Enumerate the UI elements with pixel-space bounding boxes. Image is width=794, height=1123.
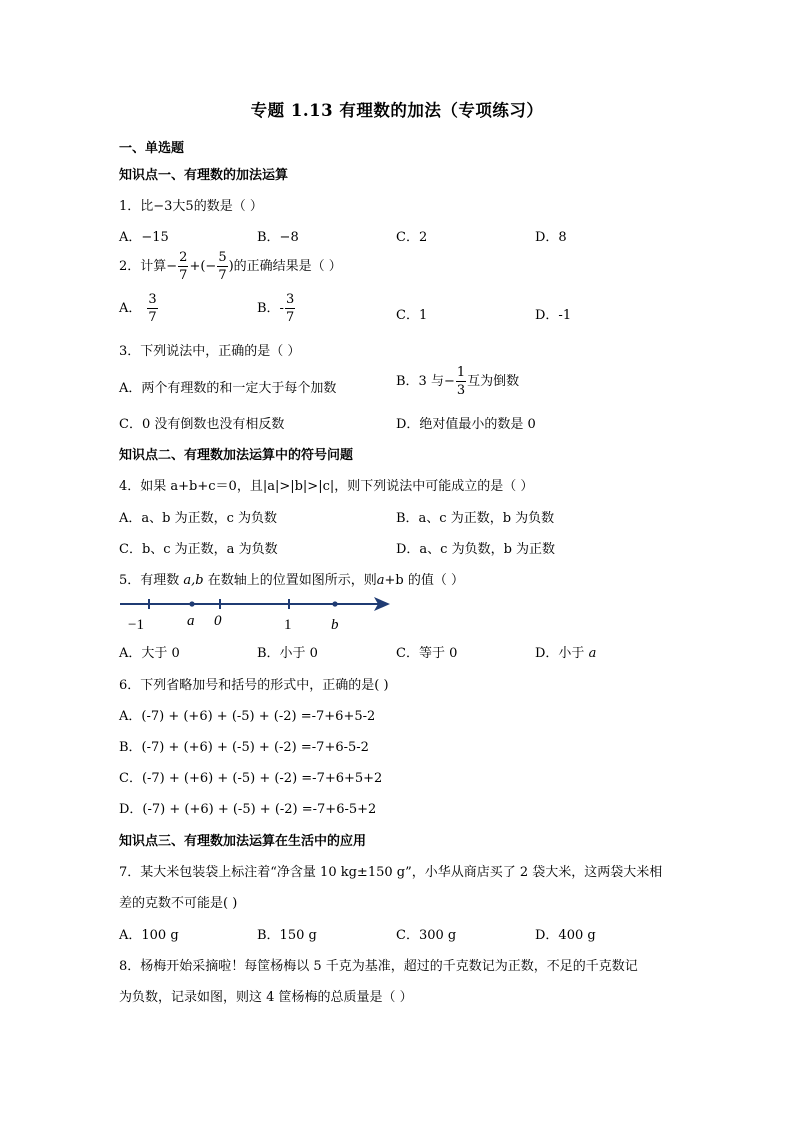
- question-6-option-c[interactable]: C．(-7) + (+6) + (-5) + (-2) =-7+6+5+2: [119, 771, 383, 786]
- question-4-stem: 4．如果 a+b+c＝0，且|a|>|b|>|c|，则下列说法中可能成立的是（ ）: [119, 479, 534, 494]
- axis-label: b: [331, 617, 339, 633]
- question-7-stem-line-2: 差的克数不可能是( ): [119, 896, 238, 911]
- question-6-stem: 6．下列省略加号和括号的形式中，正确的是( ): [119, 678, 389, 693]
- question-8-stem-line-2: 为负数，记录如图，则这 4 筐杨梅的总质量是（ ）: [119, 990, 413, 1005]
- question-7-option-a[interactable]: A．100 g: [119, 928, 179, 943]
- section-heading: 一、单选题: [119, 141, 185, 156]
- question-6-option-b[interactable]: B．(-7) + (+6) + (-5) + (-2) =-7+6-5-2: [119, 740, 369, 755]
- question-5-option-d[interactable]: D．小于 a: [535, 646, 597, 661]
- question-2-text-mid: +(−: [189, 259, 217, 274]
- question-2-option-b[interactable]: B．- $\frac{3}{7}$: [257, 292, 295, 325]
- knowledge-point-2: 知识点二、有理数加法运算中的符号问题: [119, 448, 354, 463]
- question-1-option-b[interactable]: B．−8: [257, 230, 299, 245]
- question-4-option-b[interactable]: B．a、c 为正数，b 为负数: [396, 511, 555, 526]
- knowledge-point-3: 知识点三、有理数加法运算在生活中的应用: [119, 834, 367, 849]
- question-3-option-b[interactable]: B．3 与− $\frac{1}{3}$ 互为倒数: [396, 365, 520, 398]
- fraction: $\frac{3}{7}$: [148, 292, 157, 325]
- point-a: [189, 601, 194, 606]
- question-1-option-c[interactable]: C．2: [396, 230, 428, 245]
- question-1-stem: 1．比−3大5的数是（ ）: [119, 199, 263, 214]
- question-2-text-post: )的正确结果是（ ）: [228, 259, 342, 274]
- question-7-option-b[interactable]: B．150 g: [257, 928, 317, 943]
- question-2-text-pre: 2．计算−: [119, 259, 178, 274]
- question-8-stem-line-1: 8．杨梅开始采摘啦！每筐杨梅以 5 千克为基准，超过的千克数记为正数，不足的千克数记: [119, 959, 638, 974]
- axis-label: a: [187, 613, 195, 629]
- question-2-stem: [119, 251, 342, 282]
- question-3-option-d[interactable]: D．绝对值最小的数是 0: [396, 417, 536, 432]
- question-3-option-a[interactable]: A．两个有理数的和一定大于每个加数: [119, 381, 337, 396]
- fraction: $\frac{2}{7}$: [179, 250, 188, 283]
- question-4-option-a[interactable]: A．a、b 为正数，c 为负数: [119, 511, 278, 526]
- number-line-figure: [118, 592, 393, 636]
- fraction: $\frac{5}{7}$: [218, 250, 227, 283]
- question-6-option-d[interactable]: D．(-7) + (+6) + (-5) + (-2) =-7+6-5+2: [119, 802, 377, 817]
- question-2-option-a[interactable]: A． $\frac{3}{7}$: [119, 292, 157, 325]
- question-1-option-d[interactable]: D．8: [535, 230, 567, 245]
- question-7-option-c[interactable]: C．300 g: [396, 928, 457, 943]
- question-5-stem: 5．有理数 a,b 在数轴上的位置如图所示，则a+b 的值（ ）: [119, 573, 465, 588]
- question-3-option-c[interactable]: C．0 没有倒数也没有相反数: [119, 417, 285, 432]
- fraction: $\frac{3}{7}$: [285, 292, 295, 325]
- axis-label: −1: [128, 617, 144, 633]
- question-2-option-c[interactable]: C．1: [396, 308, 428, 323]
- question-2-option-d[interactable]: D．-1: [535, 308, 572, 323]
- axis-label: 0: [214, 613, 222, 629]
- question-7-stem-line-1: 7．某大米包装袋上标注着“净含量 10 kg±150 g”，小华从商店买了 2 袋大米，这两袋大米相: [119, 865, 663, 880]
- question-4-option-c[interactable]: C．b、c 为正数，a 为负数: [119, 542, 278, 557]
- question-5-option-c[interactable]: C．等于 0: [396, 646, 458, 661]
- question-4-option-d[interactable]: D．a、c 为负数，b 为正数: [396, 542, 556, 557]
- question-5-option-a[interactable]: A．大于 0: [119, 646, 180, 661]
- page-title: 专题 1.13 有理数的加法（专项练习）: [250, 101, 544, 120]
- knowledge-point-1: 知识点一、有理数的加法运算: [119, 168, 289, 183]
- question-1-option-a[interactable]: A．−15: [119, 230, 169, 245]
- question-3-stem: 3．下列说法中，正确的是（ ）: [119, 344, 301, 359]
- axis-label: 1: [284, 617, 292, 633]
- point-b: [332, 601, 337, 606]
- question-5-option-b[interactable]: B．小于 0: [257, 646, 318, 661]
- question-7-option-d[interactable]: D．400 g: [535, 928, 596, 943]
- fraction: $\frac{1}{3}$: [456, 365, 466, 398]
- question-6-option-a[interactable]: A．(-7) + (+6) + (-5) + (-2) =-7+6+5-2: [119, 709, 376, 724]
